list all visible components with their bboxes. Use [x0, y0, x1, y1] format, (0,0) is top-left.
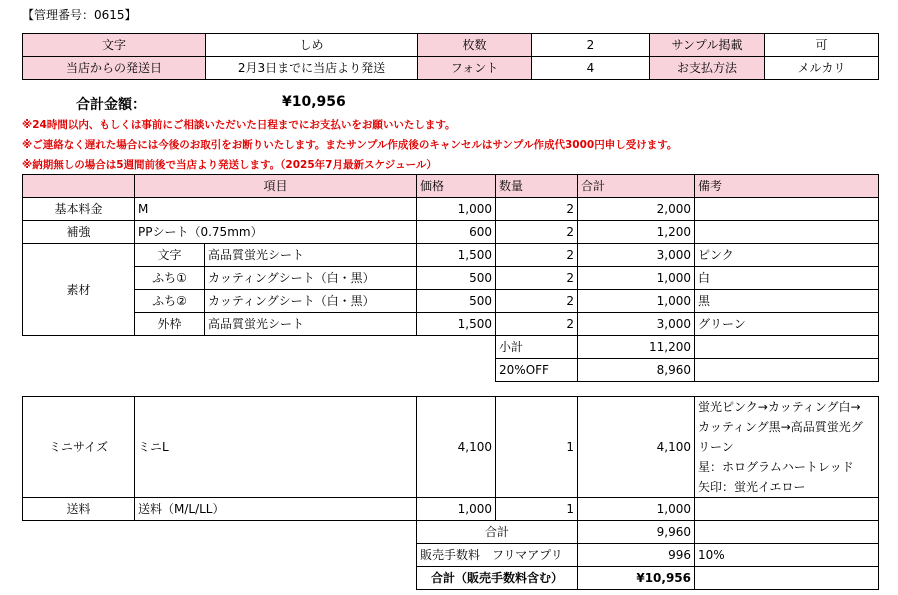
material-qty: 2: [496, 244, 578, 267]
material-item: カッティングシート（白・黒）: [205, 290, 417, 313]
row-remark: [695, 198, 879, 221]
fee-row: [23, 544, 879, 567]
mini-size-sum: 4,100: [578, 397, 695, 498]
shipping-price: 1,000: [417, 498, 496, 521]
material-qty: 2: [496, 267, 578, 290]
material-sum: 3,000: [578, 244, 695, 267]
mini-size-qty: 1: [496, 397, 578, 498]
value-ship-date: 2月3日までに当店より発送: [206, 57, 418, 80]
fee-value: 996: [578, 544, 695, 567]
summary-row: [23, 57, 879, 80]
shipping-sum: 1,000: [578, 498, 695, 521]
value-sheet-count: 2: [532, 34, 650, 57]
remark-line: 星：ホログラムハートレッド: [698, 460, 854, 474]
material-price: 1,500: [417, 313, 496, 336]
management-number: 【管理番号：0615】: [22, 8, 137, 22]
header-remark: 備考: [695, 175, 879, 198]
material-item: 高品質蛍光シート: [205, 244, 417, 267]
material-part: ふち①: [135, 267, 205, 290]
header-item: 項目: [135, 175, 417, 198]
total-amount-value: ¥10,956: [282, 94, 346, 110]
label-font: フォント: [418, 57, 532, 80]
note-payment: ※24時間以内、もしくは事前にご相談いただいた日程までにお支払いをお願いいたします。: [22, 119, 456, 131]
remark-line: 矢印：蛍光イエロー: [698, 480, 806, 494]
material-remark: グリーン: [695, 313, 879, 336]
table-row: [23, 397, 879, 498]
fee-remark: 10%: [695, 544, 879, 567]
remark-line: カッティング黒→高品質蛍光グ: [698, 420, 863, 434]
row-item: M: [135, 198, 417, 221]
row-label: 基本料金: [23, 198, 135, 221]
row-item: PPシート（0.75mm）: [135, 221, 417, 244]
material-sum: 1,000: [578, 267, 695, 290]
total-amount-label: 合計金額：: [76, 97, 146, 113]
material-remark: ピンク: [695, 244, 879, 267]
label-sample-posting: サンプル掲載: [650, 34, 765, 57]
discount-value: 8,960: [578, 359, 695, 382]
shipping-item: 送料（M/L/LL）: [135, 498, 417, 521]
row-qty: 2: [496, 198, 578, 221]
table-row: [23, 313, 879, 336]
extra-items-table: [22, 396, 879, 590]
table-row: [23, 498, 879, 521]
remark-line: リーン: [698, 440, 734, 454]
header-qty: 数量: [496, 175, 578, 198]
discount-label: 20%OFF: [496, 359, 578, 382]
value-font: 4: [532, 57, 650, 80]
table-row: [23, 290, 879, 313]
table-row: [23, 244, 879, 267]
value-text: しめ: [206, 34, 418, 57]
material-part: 外枠: [135, 313, 205, 336]
label-sheet-count: 枚数: [418, 34, 532, 57]
header-sum: 合計: [578, 175, 695, 198]
total-value: 9,960: [578, 521, 695, 544]
discount-row: [23, 359, 879, 382]
order-summary-table: [22, 33, 879, 80]
material-sum: 1,000: [578, 290, 695, 313]
material-price: 500: [417, 290, 496, 313]
shipping-label: 送料: [23, 498, 135, 521]
fee-label: 販売手数料 フリマアプリ: [417, 544, 578, 567]
remark-line: 蛍光ピンク→カッティング白→: [698, 400, 861, 414]
table-row: [23, 221, 879, 244]
value-sample-posting: 可: [765, 34, 879, 57]
material-sum: 3,000: [578, 313, 695, 336]
label-payment-method: お支払方法: [650, 57, 765, 80]
header-price: 価格: [417, 175, 496, 198]
material-qty: 2: [496, 290, 578, 313]
grand-total-value: ¥10,956: [578, 567, 695, 590]
shipping-qty: 1: [496, 498, 578, 521]
mini-size-label: ミニサイズ: [23, 397, 135, 498]
row-label: 補強: [23, 221, 135, 244]
row-remark: [695, 221, 879, 244]
material-item: 高品質蛍光シート: [205, 313, 417, 336]
mini-size-price: 4,100: [417, 397, 496, 498]
row-price: 1,000: [417, 198, 496, 221]
subtotal-label: 小計: [496, 336, 578, 359]
material-part: ふち②: [135, 290, 205, 313]
grand-total-label: 合計（販売手数料含む）: [417, 567, 578, 590]
note-cancel: ※ご連絡なく遅れた場合には今後のお取引をお断りいたします。またサンプル作成後のキャンセルはサンプル作成代3000円申し受けます。: [22, 139, 678, 151]
table-row: [23, 267, 879, 290]
material-item: カッティングシート（白・黒）: [205, 267, 417, 290]
mini-size-item: ミニL: [135, 397, 417, 498]
total-row: [23, 521, 879, 544]
value-payment-method: メルカリ: [765, 57, 879, 80]
label-ship-date: 当店からの発送日: [23, 57, 206, 80]
summary-row: [23, 34, 879, 57]
material-price: 500: [417, 267, 496, 290]
total-label: 合計: [417, 521, 578, 544]
material-remark: 黒: [695, 290, 879, 313]
row-price: 600: [417, 221, 496, 244]
material-part: 文字: [135, 244, 205, 267]
material-qty: 2: [496, 313, 578, 336]
note-delivery: ※納期無しの場合は5週間前後で当店より発送します。（2025年7月最新スケジュール）: [22, 159, 437, 171]
material-remark: 白: [695, 267, 879, 290]
table-row: [23, 198, 879, 221]
subtotal-value: 11,200: [578, 336, 695, 359]
shipping-remark: [695, 498, 879, 521]
row-sum: 2,000: [578, 198, 695, 221]
price-detail-table: [22, 174, 879, 382]
header-row: [23, 175, 879, 198]
grand-total-row: [23, 567, 879, 590]
material-price: 1,500: [417, 244, 496, 267]
row-sum: 1,200: [578, 221, 695, 244]
label-text: 文字: [23, 34, 206, 57]
subtotal-row: [23, 336, 879, 359]
row-qty: 2: [496, 221, 578, 244]
material-label: 素材: [23, 244, 135, 336]
mini-size-remark: [695, 397, 879, 498]
